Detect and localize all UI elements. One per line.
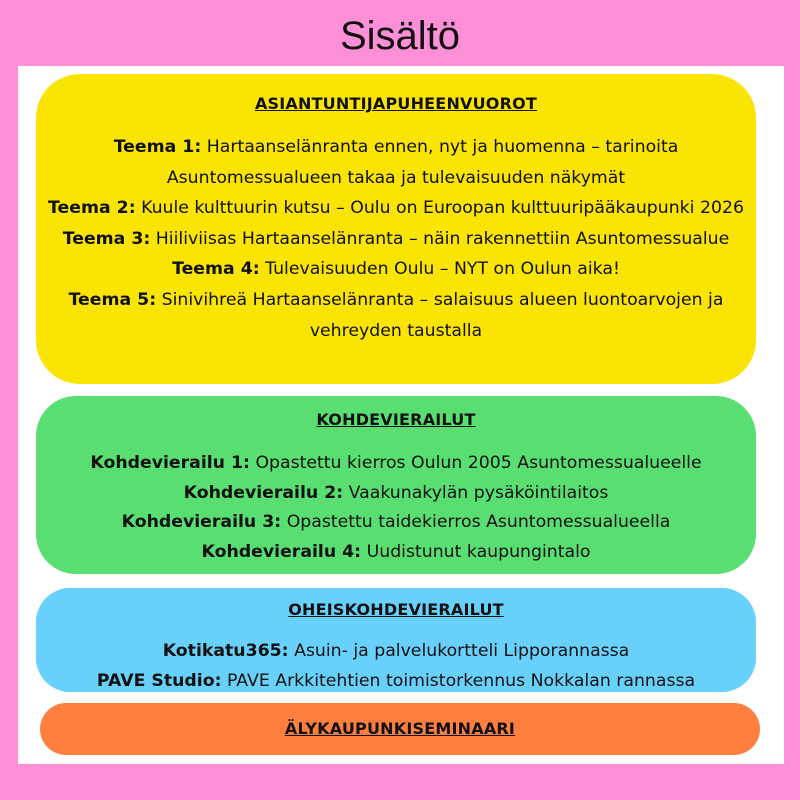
section-alykaupunkiseminaari bbox=[40, 703, 760, 755]
item-text: Sinivihreä Hartaanselänranta – salaisuus alueen luontoarvojen ja vehreyden taustalla bbox=[161, 289, 724, 341]
list-item bbox=[36, 132, 756, 193]
item-label: Teema 5: bbox=[68, 289, 157, 310]
item-text: Uudistunut kaupungintalo bbox=[366, 541, 591, 562]
item-label: Teema 2: bbox=[48, 198, 136, 219]
item-label: Teema 1: bbox=[113, 137, 202, 157]
list-item bbox=[36, 254, 756, 285]
item-text: Tulevaisuuden Oulu – NYT on Oulun aika! bbox=[265, 259, 620, 280]
section-heading: KOHDEVIERAILUT bbox=[316, 410, 476, 429]
section-heading: ASIANTUNTIJAPUHEENVUOROT bbox=[254, 94, 538, 113]
section-heading: ÄLYKAUPUNKISEMINAARI bbox=[284, 719, 516, 738]
section-oheiskohdevierailut bbox=[36, 588, 756, 692]
list-item bbox=[36, 538, 756, 568]
item-label: PAVE Studio: bbox=[96, 670, 222, 691]
item-text: Hartaanselänranta ennen, nyt ja huomenna – tarinoita Asuntomessualueen takaa ja tulevaisuuden näkymät bbox=[166, 137, 679, 188]
list-item bbox=[36, 193, 756, 224]
item-text: PAVE Arkkitehtien toimistorkennus Nokkalan rannassa bbox=[226, 670, 696, 691]
list-item bbox=[36, 285, 756, 346]
item-text: Asuin- ja palvelukortteli Lipporannassa bbox=[294, 641, 630, 661]
page-title: Sisältö bbox=[339, 14, 461, 58]
item-text: Vaakunakylän pysäköintilaitos bbox=[348, 482, 609, 503]
list-item bbox=[36, 508, 756, 538]
item-text: Opastettu taidekierros Asuntomessualueella bbox=[286, 512, 671, 532]
list-item bbox=[36, 637, 756, 667]
item-text: Opastettu kierros Oulun 2005 Asuntomessualueelle bbox=[255, 453, 702, 473]
list-item bbox=[36, 224, 756, 255]
item-label: Teema 3: bbox=[62, 228, 151, 249]
list-item bbox=[36, 667, 756, 697]
list-item bbox=[36, 479, 756, 509]
item-label: Kohdevierailu 2: bbox=[183, 482, 344, 503]
item-label: Kohdevierailu 4: bbox=[201, 541, 362, 562]
item-text: Hiiliviisas Hartaanselänranta – näin rakennettiin Asuntomessualue bbox=[155, 228, 730, 249]
item-label: Kotikatu365: bbox=[162, 641, 289, 661]
section-asiantuntijapuheenvuorot bbox=[36, 74, 756, 384]
item-label: Teema 4: bbox=[172, 259, 260, 280]
item-label: Kohdevierailu 3: bbox=[121, 512, 282, 532]
item-text: Kuule kulttuurin kutsu – Oulu on Euroopan kulttuuripääkaupunki 2026 bbox=[141, 198, 744, 219]
list-item bbox=[36, 449, 756, 479]
item-label: Kohdevierailu 1: bbox=[90, 453, 250, 473]
section-kohdevierailut bbox=[36, 396, 756, 574]
section-heading: OHEISKOHDEVIERAILUT bbox=[288, 600, 504, 619]
